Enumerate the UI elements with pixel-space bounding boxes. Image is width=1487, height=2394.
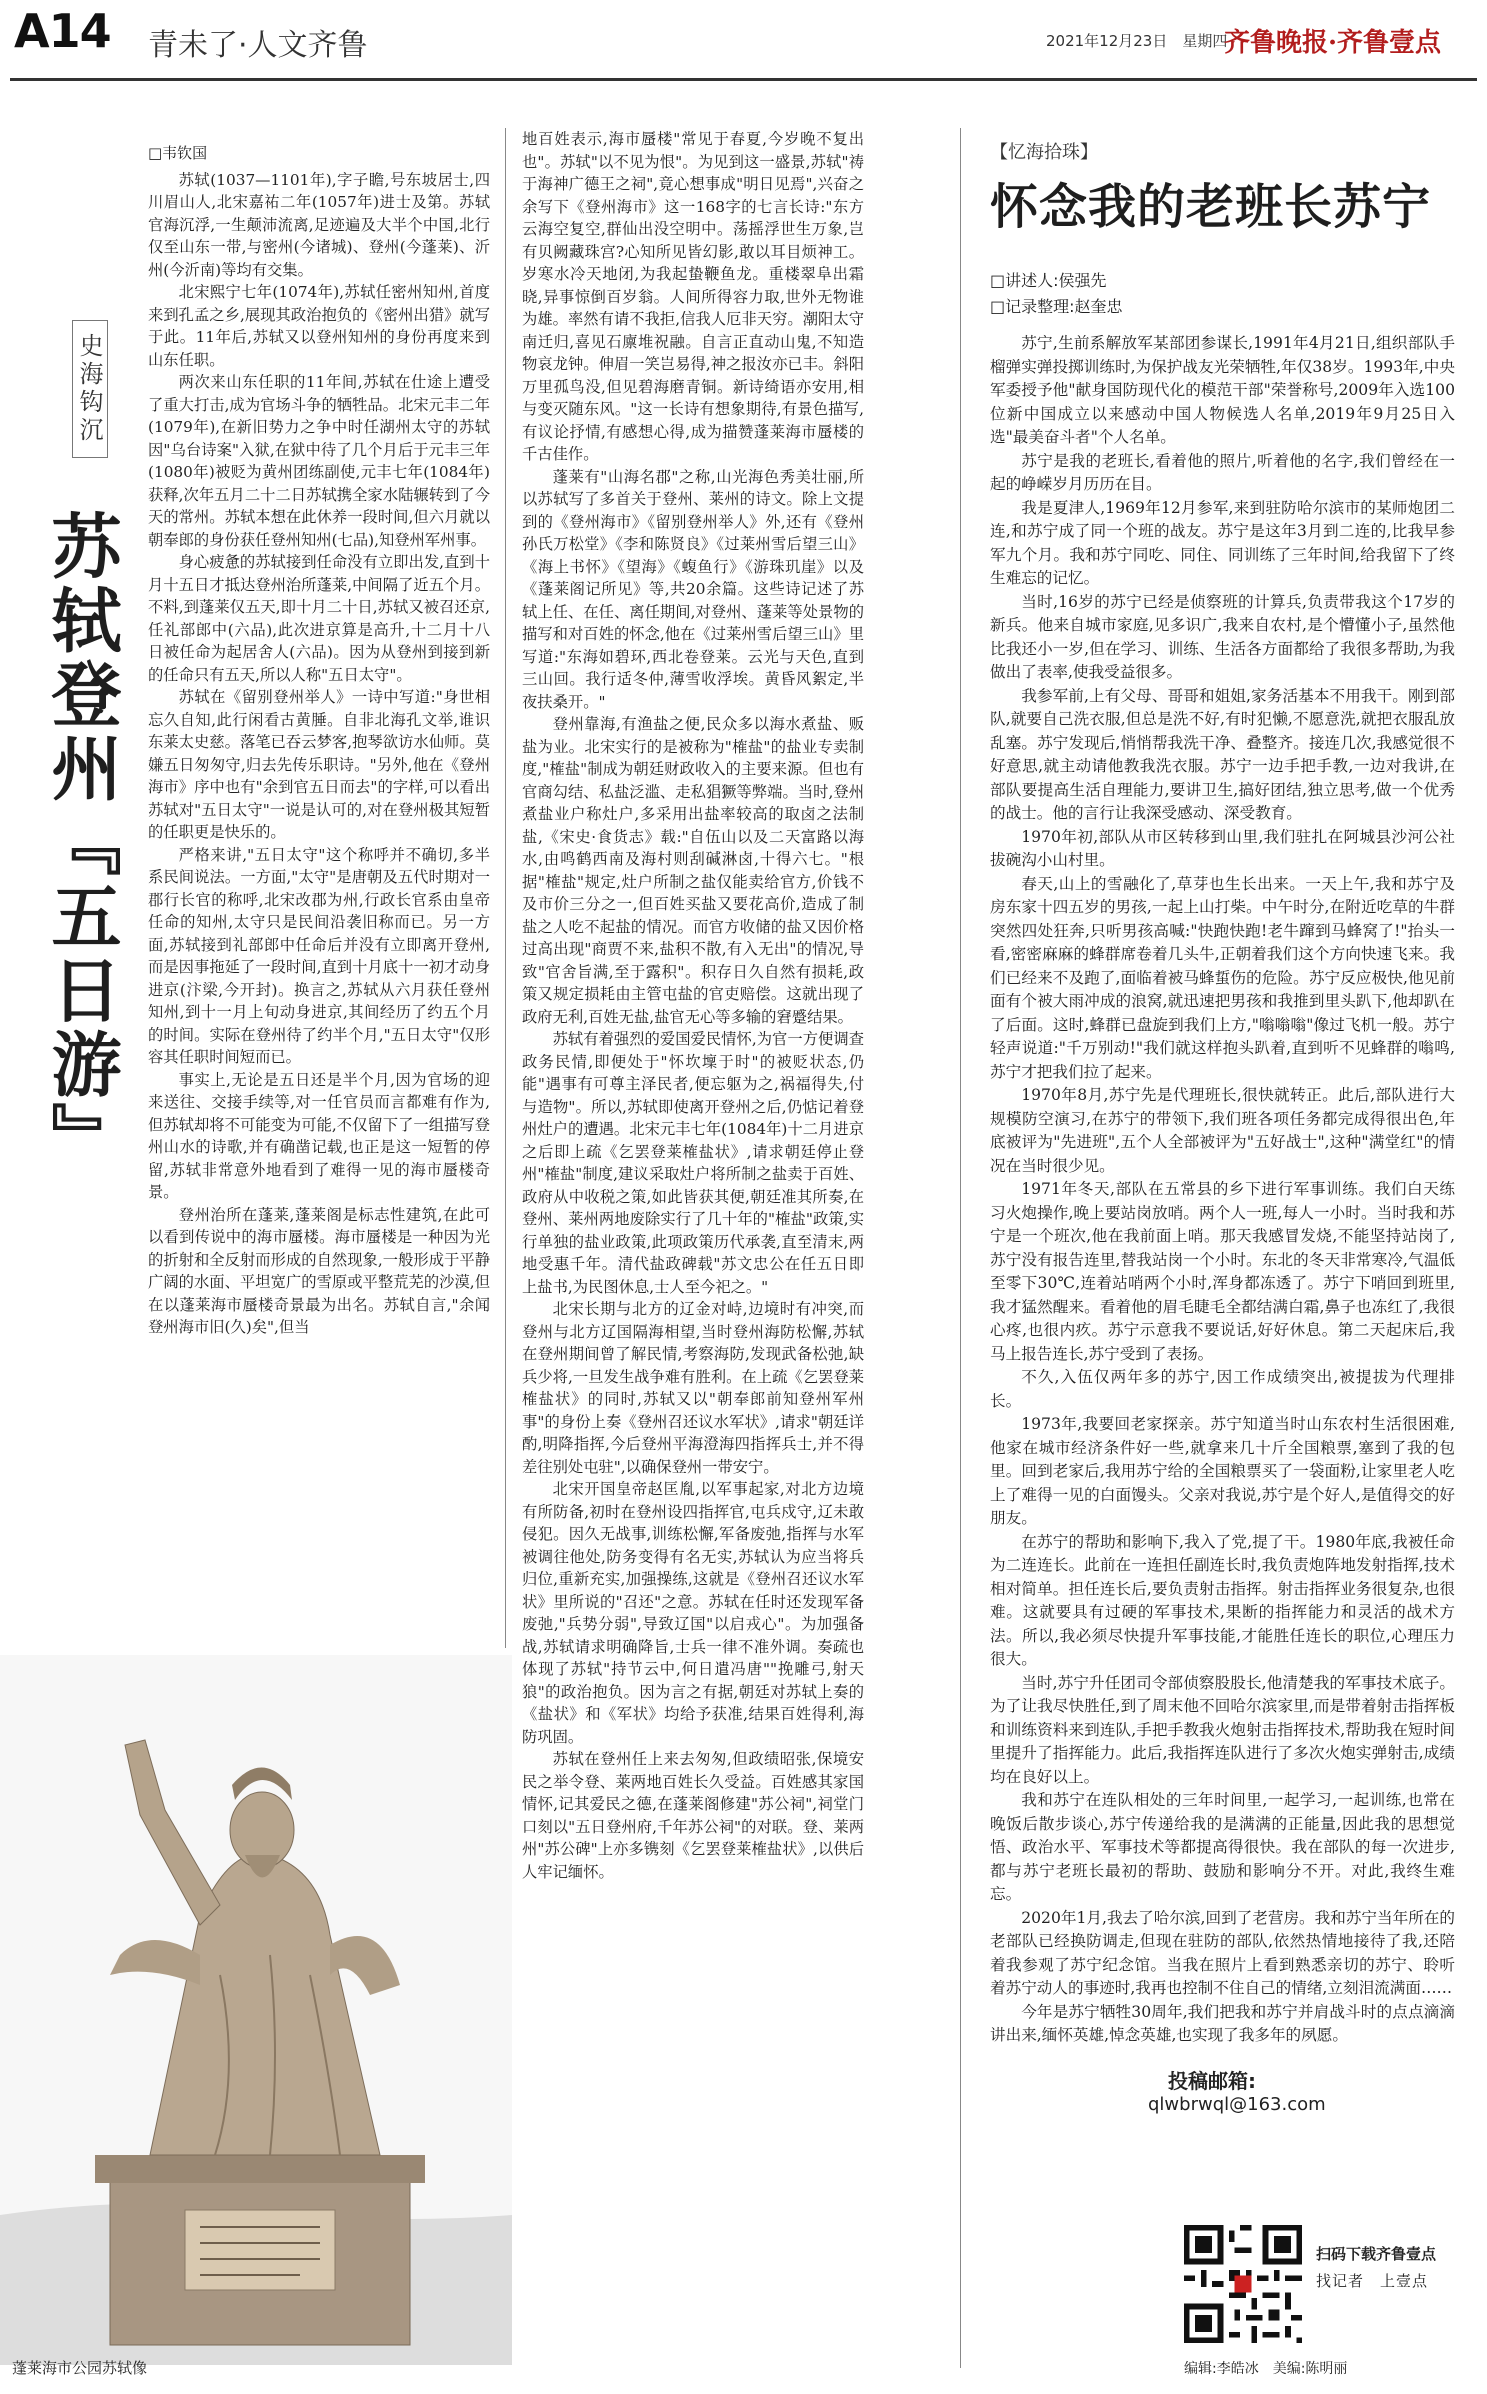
paragraph: 苏轼有着强烈的爱国爱民情怀,为官一方便调查政务民情,即便处于"怀坎壈于时"的被贬状态,仍能"遇事有可尊主泽民者,便忘躯为之,祸福得失,付与造物"。所以,苏轼即使离开登州之后,仍惦记着登州灶户的遭遇。北宋元丰七年(1084年)十二月进京之后即上疏《乞罢登莱榷盐状》,请求朝廷停止登州"榷盐"制度,建议采取灶户将所制之盐卖于百姓、政府从中收税之策,如此皆获其便,朝廷准其所奏,在登州、莱州两地废除实行了几十年的"榷盐"政策,实行单独的盐业政策,此项政策历代承袭,直至清末,两地受惠千年。清代盐政碑载"苏文忠公在任五日即上盐书,为民图休息,士人至今祀之。"	[522, 1030, 864, 1296]
photo-caption: 蓬莱海市公园苏轼像	[12, 2359, 148, 2377]
paragraph: 今年是苏宁牺牲30周年,我们把我和苏宁并肩战斗时的点点滴滴讲出来,缅怀英雄,悼念英雄,也实现了我多年的夙愿。	[990, 2002, 1455, 2044]
paragraph: 苏轼在登州任上来去匆匆,但政绩昭张,保境安民之举令登、莱两地百姓长久受益。百姓感其家国情怀,记其爱民之德,在蓬莱阁修建"苏公祠",祠堂门口刻以"五日登州府,千年苏公祠"的对联。登、莱两州"苏公碑"上亦多镌刻《乞罢登莱榷盐状》,以供后人牢记缅怀。	[522, 1750, 864, 1881]
paragraph: 身心疲惫的苏轼接到任命没有立即出发,直到十月十五日才抵达登州治所蓬莱,中间隔了近五个月。不料,到蓬莱仅五天,即十月二十日,苏轼又被召还京,任礼部郎中(六品),此次进京算是高升,十二月十八日被任命为起居舍人(六品)。因为从登州到接到新的任命只有五天,所以人称"五日太守"。	[148, 553, 490, 684]
paragraph: 当时,16岁的苏宁已经是侦察班的计算兵,负责带我这个17岁的新兵。他来自城市家庭,见多识广,我来自农村,是个懵懂小子,虽然他比我还小一岁,但在学习、训练、生活各方面都给了我很多帮助,为我做出了表率,使我受益很多。	[990, 592, 1455, 681]
paragraph: 苏宁,生前系解放军某部团参谋长,1991年4月21日,组织部队手榴弹实弹投掷训练时,为保护战友光荣牺牲,年仅38岁。1993年,中央军委授予他"献身国防现代化的模范干部"荣誉称号,2009年入选100位新中国成立以来感动中国人物候选人名单,2019年9月25日入选"最美奋斗者"个人名单。	[990, 334, 1455, 446]
paragraph: 不久,入伍仅两年多的苏宁,因工作成绩突出,被提拔为代理排长。	[990, 1368, 1455, 1410]
paragraph: 严格来讲,"五日太守"这个称呼并不确切,多半系民间说法。一方面,"太守"是唐朝及五代时期对一郡行长官的称呼,北宋改郡为州,行政长官系由皇帝任命的知州,太守只是民间沿袭旧称而已。另一方面,苏轼接到礼部郎中任命后并没有立即离开登州,而是因事拖延了一段时间,直到十月底十一初才动身进京(汴梁,今开封)。换言之,苏轼从六月获任登州知州,到十一月上旬动身进京,其间经历了约五个月的时间。实际在登州待了约半个月,"五日太守"仅形容其任职时间短而已。	[148, 845, 490, 1066]
paragraph: 苏宁是我的老班长,看着他的照片,听着他的名字,我们曾经在一起的峥嵘岁月历历在目。	[990, 451, 1455, 493]
paragraph: 1970年初,部队从市区转移到山里,我们驻扎在阿城县沙河公社拔碗沟小山村里。	[990, 827, 1455, 869]
paragraph: 在苏宁的帮助和影响下,我入了党,提了干。1980年底,我被任命为二连连长。此前在一连担任副连长时,我负责炮阵地发射指挥,技术相对简单。担任连长后,要负责射击指挥。射击指挥业务很复杂,也很难。这就要具有过硬的军事技术,果断的指挥能力和灵活的战术方法。所以,我必须尽快提升军事技能,才能胜任连长的职位,心理压力很大。	[990, 1532, 1455, 1668]
scan-download-text: 扫码下载齐鲁壹点	[1316, 2245, 1437, 2263]
editor-credits: 编辑:李皓冰 美编:陈明丽	[1184, 2361, 1348, 2377]
right-article-body	[990, 332, 1455, 2044]
paragraph: 2020年1月,我去了哈尔滨,回到了老营房。我和苏宁当年所在的老部队已经换防调走,但现在驻防的部队,依然热情地接待了我,还陪着我参观了苏宁纪念馆。当我在照片上看到熟悉亲切的苏宁、聆听着苏宁动人的事迹时,我再也控制不住自己的情绪,立刻泪流满面……	[990, 1908, 1455, 1997]
paragraph: 1971年冬天,部队在五常县的乡下进行军事训练。我们白天练习火炮操作,晚上要站岗放哨。两个人一班,每人一小时。当时我和苏宁是一个班次,他在我前面上哨。那天我感冒发烧,不能坚持站岗了,苏宁没有报告连里,替我站岗一个小时。东北的冬天非常寒冷,气温低至零下30℃,连着站哨两个小时,浑身都冻透了。苏宁下哨回到班里,我才猛然醒来。看着他的眉毛睫毛全都结满白霜,鼻子也冻红了,我很心疼,也很内疚。苏宁示意我不要说话,好好休息。第二天起床后,我马上报告连长,苏宁受到了表扬。	[990, 1180, 1455, 1363]
paragraph: 北宋开国皇帝赵匡胤,以军事起家,对北方边境有所防备,初时在登州设四指挥官,屯兵戍守,辽未敢侵犯。因久无战事,训练松懈,军备废弛,指挥与水军被调往他处,防务变得有名无实,苏轼认为应当将兵归位,重新充实,加强操练,这就是《登州召还议水军状》里所说的"召还"之意。苏轼在任时还发现军备废弛,"兵势分弱",导致辽国"以启戎心"。为加强备战,苏轼请求明确降旨,士兵一律不准外调。奏疏也体现了苏轼"持节云中,何日遣冯唐""挽雕弓,射天狼"的政治抱负。因为言之有据,朝廷对苏轼上奏的《盐状》和《军状》均给予获准,结果百姓得利,海防巩固。	[522, 1480, 864, 1746]
header-rule	[10, 78, 1477, 81]
issue-date: 2021年12月23日 星期四	[1046, 32, 1228, 50]
narrator-credit: □讲述人:侯强先	[990, 271, 1107, 290]
su-shi-statue-photo	[0, 1655, 512, 2365]
left-article-col1	[148, 142, 490, 1647]
paragraph: 北宋长期与北方的辽金对峙,边境时有冲突,而登州与北方辽国隔海相望,当时登州海防松懈,苏轼在登州期间曾了解民情,考察海防,发现武备松弛,缺兵少将,一旦发生战争难有胜利。在上疏《乞罢登莱榷盐状》的同时,苏轼又以"朝奉郎前知登州军州事"的身份上奏《登州召还议水军状》,请求"朝廷详酌,明降指挥,今后登州平海澄海四指挥兵士,并不得差往别处屯驻",以确保登州一带安宁。	[522, 1300, 864, 1476]
left-byline: □韦钦国	[148, 144, 208, 162]
paragraph: 我参军前,上有父母、哥哥和姐姐,家务活基本不用我干。刚到部队,就要自己洗衣服,但总是洗不好,有时犯懒,不愿意洗,就把衣服乱放乱塞。苏宁发现后,悄悄帮我洗干净、叠整齐。接连几次,我感觉很不好意思,就主动请他教我洗衣服。苏宁一边手把手教,一边对我讲,在部队要提高生活自理能力,要讲卫生,搞好团结,独立思考,做一个优秀的战士。他的言行让我深受感动、深受教育。	[990, 686, 1455, 822]
submit-email-label: 投稿邮箱:	[1168, 2069, 1256, 2093]
paragraph: 我是夏津人,1969年12月参军,来到驻防哈尔滨市的某师炮团二连,和苏宁成了同一个班的战友。苏宁是这年3月到二连的,比我早参军九个月。我和苏宁同吃、同住、同训练了三年时间,给我留下了终生难忘的记忆。	[990, 498, 1455, 587]
recorder-credit: □记录整理:赵奎忠	[990, 297, 1123, 316]
paragraph: 苏轼(1037—1101年),字子瞻,号东坡居士,四川眉山人,北宋嘉祐二年(1057年)进士及第。苏轼官海沉浮,一生颠沛流离,足迹遍及大半个中国,北行仅至山东一带,与密州(今诸城)、登州(今蓬莱)、沂州(今沂南)等均有交集。	[148, 170, 490, 279]
paragraph: 登州治所在蓬莱,蓬莱阁是标志性建筑,在此可以看到传说中的海市蜃楼。海市蜃楼是一种因为光的折射和全反射而形成的自然现象,一般形成于平静广阔的水面、平坦宽广的雪原或平整荒芜的沙漠,但在以蓬莱海市蜃楼奇景最为出名。苏轼自言,"余闻登州海市旧(久)矣",但当	[148, 1205, 490, 1336]
paragraph: 春天,山上的雪融化了,草芽也生长出来。一天上午,我和苏宁及房东家十四五岁的男孩,一起上山打柴。中午时分,在附近吃草的牛群突然四处狂奔,只听男孩高喊:"快跑快跑!老牛蹿到马蜂窝了!"抬头一看,密密麻麻的蜂群席卷着几头牛,正朝着我们这个方向快速飞来。我们已经来不及跑了,面临着被马蜂蜇伤的危险。苏宁反应极快,他见前面有个被大雨冲成的浪窝,就迅速把男孩和我推到里头趴下,他却趴在了后面。这时,蜂群已盘旋到我们上方,"嗡嗡嗡"像过飞机一般。苏宁轻声说道:"千万别动!"我们就这样抱头趴着,直到听不见蜂群的嗡鸣,苏宁才把我们拉了起来。	[990, 874, 1455, 1081]
right-credits	[990, 268, 1123, 320]
right-headline: 怀念我的老班长苏宁	[990, 179, 1432, 235]
paragraph: 地百姓表示,海市蜃楼"常见于春夏,今岁晚不复出也"。苏轼"以不见为恨"。为见到这一盛景,苏轼"祷于海神广德王之祠",竟心想事成"明日见焉",兴奋之余写下《登州海市》这一168字的七言长诗:"东方云海空复空,群仙出没空明中。荡摇浮世生万象,岂有贝阙藏珠宫?心知所见皆幻影,敢以耳目烦神工。岁寒水冷天地闭,为我起蛰鞭鱼龙。重楼翠阜出霜晓,异事惊倒百岁翁。人间所得容力取,世外无物谁为雄。率然有请不我拒,信我人厄非天穷。潮阳太守南迁归,喜见石廪堆祝融。自言正直动山鬼,不知造物哀龙钟。伸眉一笑岂易得,神之报汝亦已丰。斜阳万里孤鸟没,但见碧海磨青铜。新诗绮语亦安用,相与变灭随东风。"这一长诗有想象期待,有景色描写,有议论抒情,有感想心得,成为描赞蓬莱海市蜃楼的千古佳作。	[522, 130, 864, 463]
scan-slogan-text: 找记者 上壹点	[1316, 2272, 1429, 2290]
paragraph: 苏轼在《留别登州举人》一诗中写道:"身世相忘久自知,此行闲看古黄腄。自非北海孔文举,谁识东莱太史慈。落笔已吞云梦客,抱琴欲访水仙师。莫嫌五日匆匆守,归去先传乐职诗。"另外,他在《登州海市》序中也有"余到官五日而去"的字样,可以看出苏轼对"五日太守"一说是认可的,对在登州极其短暂的任职更是快乐的。	[148, 688, 490, 841]
paragraph: 登州靠海,有渔盐之便,民众多以海水煮盐、贩盐为业。北宋实行的是被称为"榷盐"的盐业专卖制度,"榷盐"制成为朝廷财政收入的主要来源。但也有官商勾结、私盐泛滥、走私猖獗等弊端。当时,登州煮盐业户称灶户,多采用出盐率较高的取卤之法制盐,《宋史·食货志》载:"自伍山以及二天富路以海水,由鸣鹤西南及海村则刮碱淋卤,十得六七。"根据"榷盐"规定,灶户所制之盐仅能卖给官方,价钱不及市价三分之一,但百姓买盐又要花高价,造成了制盐之人吃不起盐的情况。而官方收储的盐又因价格过高出现"商贾不来,盐积不散,有入无出"的情况,导致"官舍旨满,至于露积"。积存日久自然有损耗,政策又规定损耗由主管屯盐的官吏赔偿。这就出现了政府无利,百姓无盐,盐官无心等多输的窘蹙结果。	[522, 715, 864, 1026]
paragraph: 两次来山东任职的11年间,苏轼在仕途上遭受了重大打击,成为官场斗争的牺牲品。北宋元丰二年(1079年),在新旧势力之争中时任湖州太守的苏轼因"乌台诗案"入狱,在狱中待了几个月后于元丰三年(1080年)被贬为黄州团练副使,元丰七年(1084年)获释,次年五月二十二日苏轼携全家水陆辗转到了今天的常州。苏轼本想在此休养一段时间,但六月就以朝奉郎的身份获任登州知州(七品),知登州军州事。	[148, 373, 490, 549]
column-tag-history: 史海钩沉	[72, 320, 108, 458]
left-headline: 苏轼登州『五日游』	[40, 510, 123, 1176]
section-title: 青未了·人文齐鲁	[148, 28, 368, 63]
paragraph: 1973年,我要回老家探亲。苏宁知道当时山东农村生活很困难,他家在城市经济条件好一些,就拿来几十斤全国粮票,塞到了我的包里。回到老家后,我用苏宁给的全国粮票买了一袋面粉,让家里老人吃上了难得一见的白面馒头。父亲对我说,苏宁是个好人,是值得交的好朋友。	[990, 1415, 1455, 1527]
paragraph: 事实上,无论是五日还是半个月,因为官场的迎来送往、交接手续等,对一任官员而言都难有作为,但苏轼却将不可能变为可能,不仅留下了一组描写登州山水的诗歌,并有确凿记载,也正是这一短暂的停留,苏轼非常意外地看到了难得一见的海市蜃楼奇景。	[148, 1070, 490, 1201]
newspaper-logo: 齐鲁晚报·齐鲁壹点	[1224, 28, 1442, 58]
submit-email-address[interactable]: qlwbrwql@163.com	[1148, 2094, 1326, 2115]
paragraph: 北宋熙宁七年(1074年),苏轼任密州知州,首度来到孔孟之乡,展现其政治抱负的《密州出猎》就写于此。11年后,苏轼又以登州知州的身份再度来到山东任职。	[148, 283, 490, 369]
qr-code-icon[interactable]	[1184, 2225, 1302, 2343]
article-divider	[960, 128, 961, 2368]
statue-illustration	[0, 1655, 512, 2365]
paragraph: 当时,苏宁升任团司令部侦察股股长,他清楚我的军事技术底子。为了让我尽快胜任,到了周末他不回哈尔滨家里,而是带着射击指挥板和训练资料来到连队,手把手教我火炮射击指挥技术,帮助我在短时间里提升了指挥能力。此后,我指挥连队进行了多次火炮实弹射击,成绩均在良好以上。	[990, 1673, 1455, 1786]
paragraph: 1970年8月,苏宁先是代理班长,很快就转正。此后,部队进行大规模防空演习,在苏宁的带领下,我们班各项任务都完成得很出色,年底被评为"先进班",五个人全部被评为"五好战士",这种"满堂红"的情况在当时很少见。	[990, 1086, 1455, 1175]
paragraph: 蓬莱有"山海名郡"之称,山光海色秀美壮丽,所以苏轼写了多首关于登州、莱州的诗文。除上文提到的《登州海市》《留别登州举人》外,还有《登州孙氏万松堂》《李和陈贤良》《过莱州雪后望三山》《海上书怀》《望海》《蝮鱼行》《游珠玑崖》以及《蓬莱阁记所见》等,共20余篇。这些诗记述了苏轼上任、在任、离任期间,对登州、蓬莱等处景物的描写和对百姓的怀念,他在《过莱州雪后望三山》里写道:"东海如碧环,西北卷登莱。云光与天色,直到三山回。我行适冬仲,薄雪收浮埃。黄昏风絮定,半夜扶桑开。"	[522, 467, 864, 711]
page-number: A14	[14, 4, 111, 58]
column-tag-memories: 【忆海拾珠】	[990, 142, 1098, 163]
paragraph: 我和苏宁在连队相处的三年时间里,一起学习,一起训练,也常在晚饭后散步谈心,苏宁传递给我的是满满的正能量,因此我的思想觉悟、政治水平、军事技术等都提高得很快。我在部队的每一次进步,都与苏宁老班长最初的帮助、鼓励和影响分不开。对此,我终生难忘。	[990, 1791, 1455, 1903]
left-article-col2	[522, 128, 864, 2373]
column-divider	[505, 128, 506, 1648]
